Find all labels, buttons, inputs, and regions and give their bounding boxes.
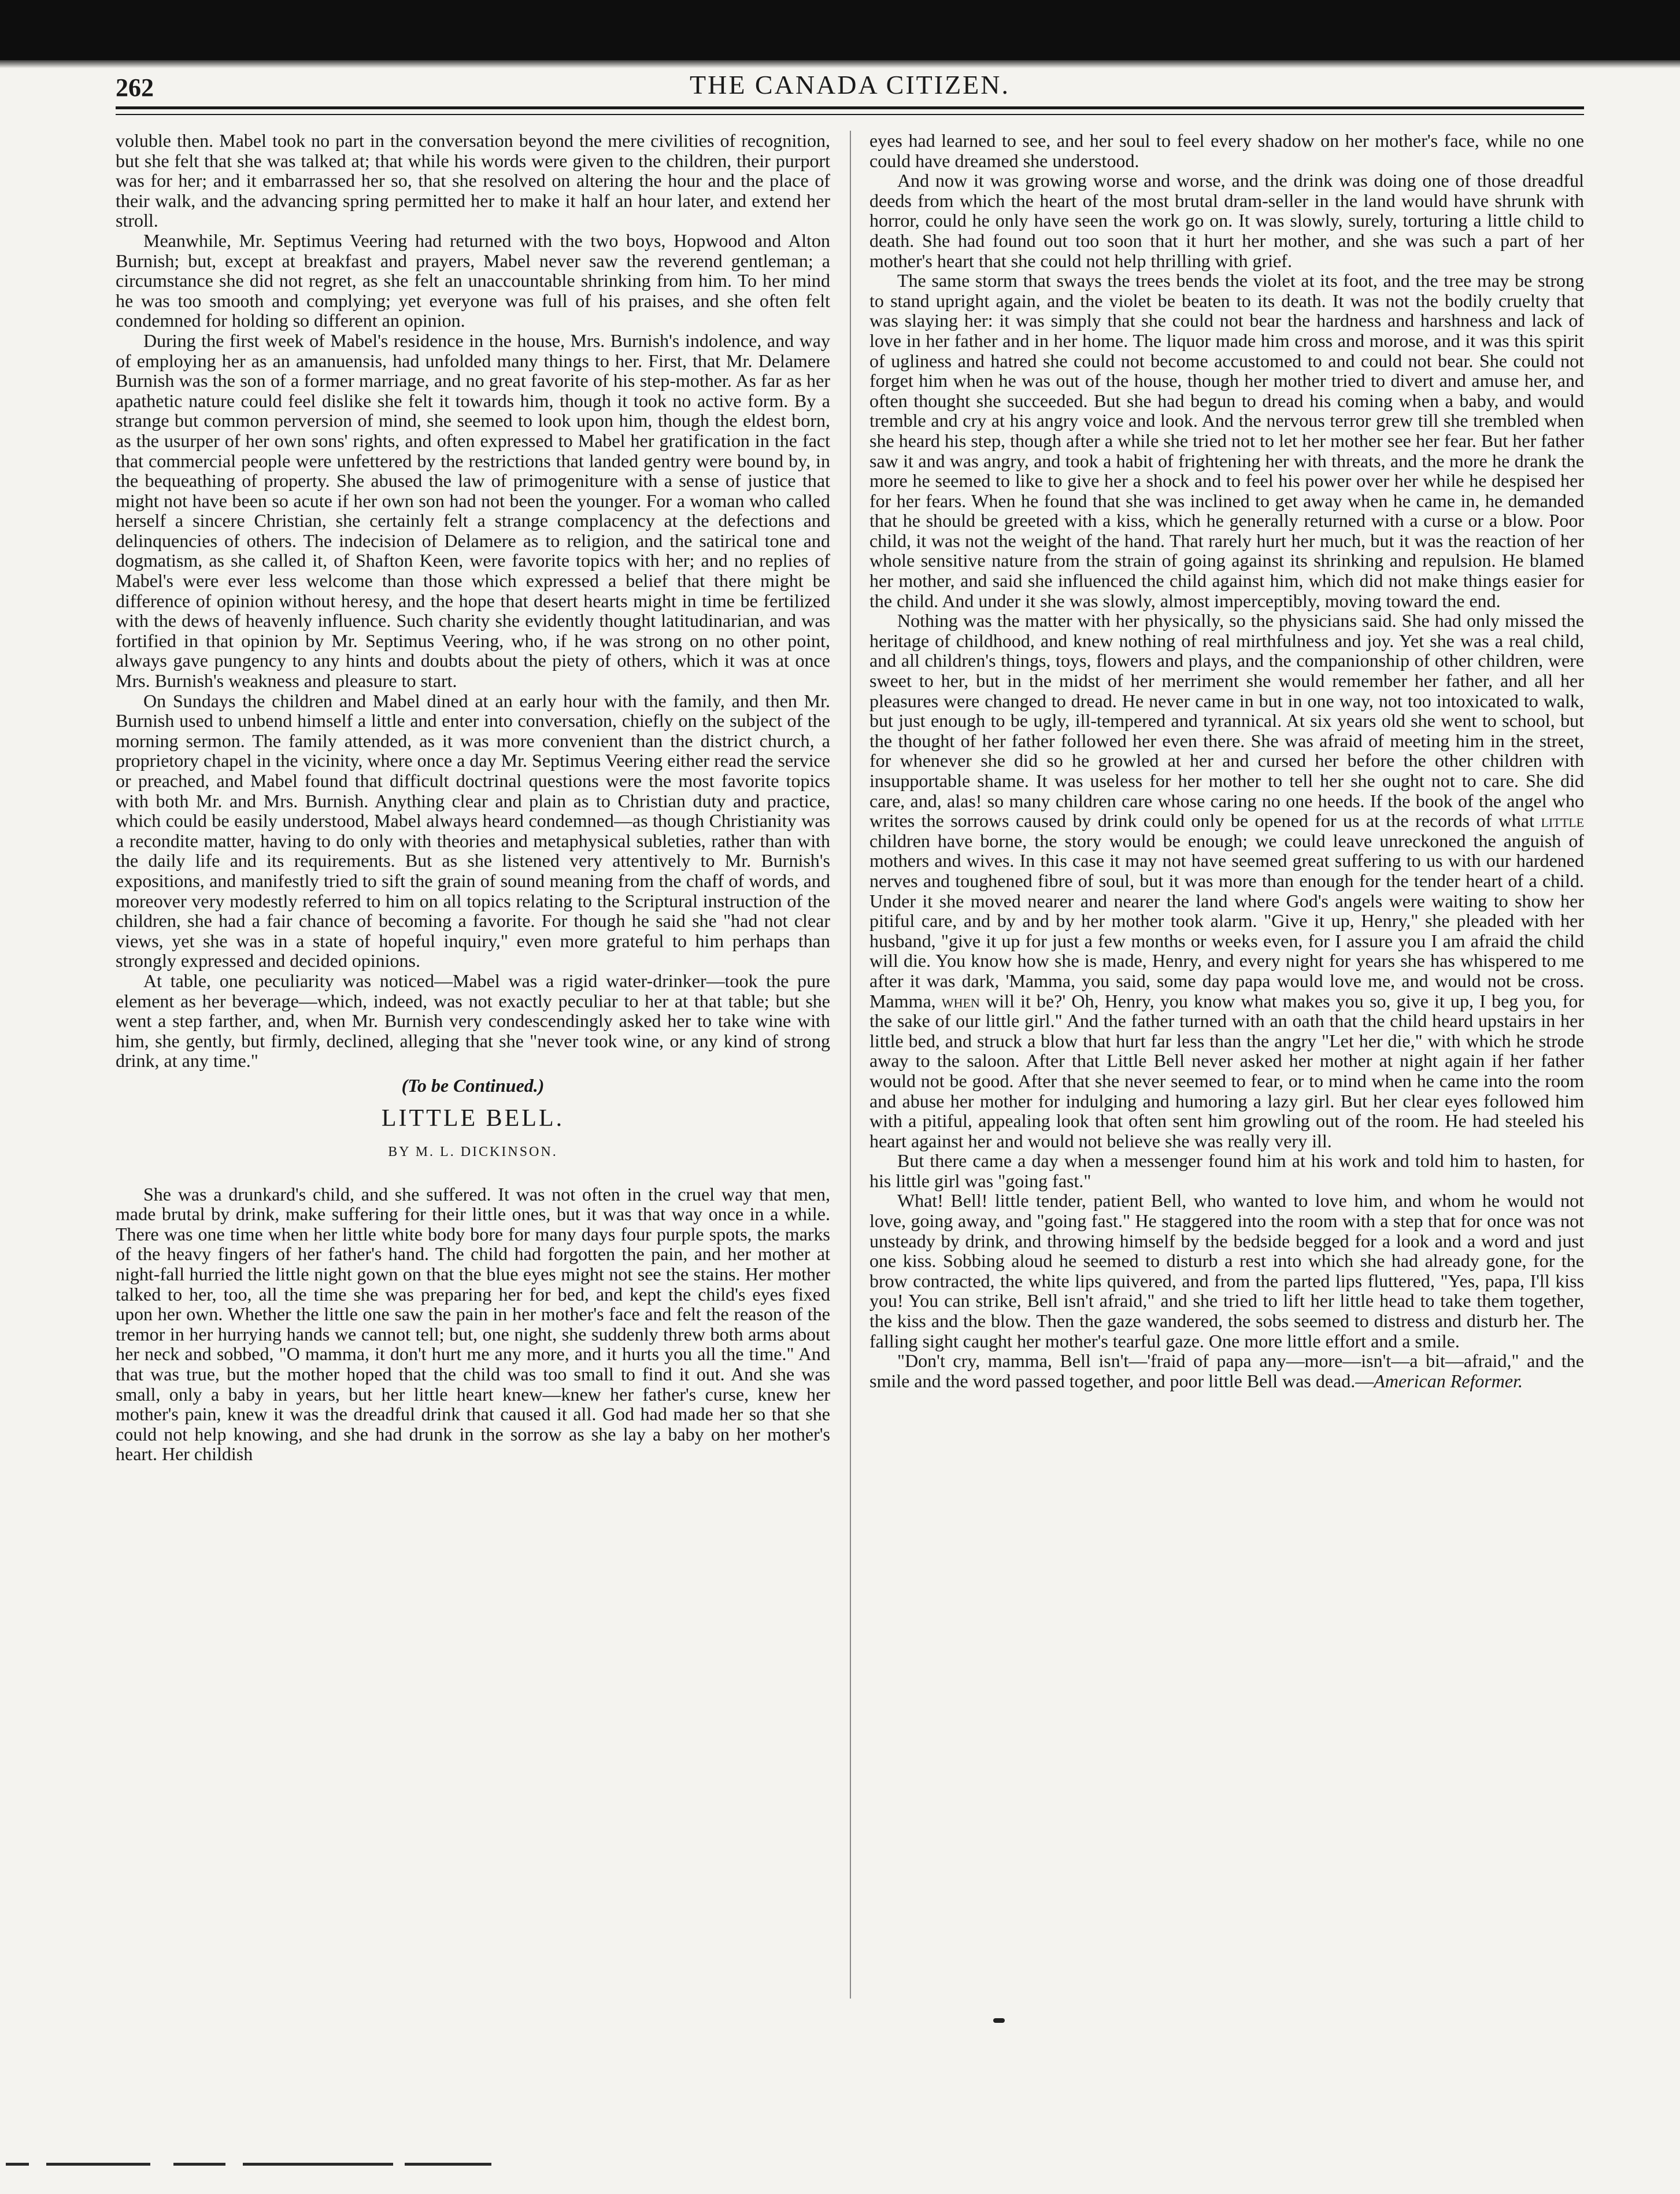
- story-byline: BY M. L. DICKINSON.: [388, 1144, 558, 1160]
- small-caps-word: little: [1541, 810, 1584, 832]
- story-paragraph: But there came a day when a messenger found him at his work and told him to hasten, for his little girl was "going fast.": [869, 1150, 1584, 1191]
- story-paragraph: What! Bell! little tender, patient Bell, who wanted to love him, and whom he would not love, going away, and "going fast." He staggered into the room with a step that for once was not unsteady by drink, and throwing himself by the bedside begged for a look and a word and just one kiss. Sobbing aloud he seemed to disturb a rest into which she had already gone, for the brow contracted, the white lips quivered, and from the parted lips fluttered, "Yes, papa, I'll kiss you! You can strike, Bell isn't afraid," and she tried to lift her little head to take them together, the kiss and the blow. Then the gaze wandered, the sobs seemed to distress and disturb her. The falling sight caught her mother's tearful gaze. One more little effort and a smile.: [869, 1190, 1584, 1351]
- serial-paragraph: voluble then. Mabel took no part in the conversation beyond the mere civilities of recognition, but she felt that she was talked at; that while his words were given to the children, their purport was for her; and it embarrassed her so, that she resolved on altering the hour and the place of their walk, and the advancing spring permitted her to make it half an hour later, and extend her stroll.: [116, 131, 830, 231]
- column-divider: [850, 131, 851, 1999]
- scan-top-band-edge: [0, 60, 1680, 68]
- scan-top-band: [0, 0, 1680, 60]
- header-rule-thick: [116, 106, 1584, 109]
- left-column: [116, 131, 830, 1999]
- running-title: THE CANADA CITIZEN.: [690, 70, 1010, 99]
- story-paragraph: eyes had learned to see, and her soul to feel every shadow on her mother's face, while no one could have dreamed she understood.: [869, 131, 1584, 171]
- story-paragraph: The same storm that sways the trees bends the violet at its foot, and the tree may be strong to stand upright again, and the violet be beaten to its death. It was not the bodily cruelty that was slaying her: it was simply that she could not bear the hardness and harshness and lack of love in her father and in her home. The liquor made him cross and morose, and it was this spirit of ugliness and hatred she could not become accustomed to and could not bear. She could not forget him when he was out of the house, though her mother tried to divert and amuse her, and often thought she succeeded. But she had begun to dread his coming when a baby, and would tremble and cry at his angry voice and look. And the nervous terror grew till she trembled when she heard his step, though after a while she tried not to let her mother see her fear. But her father saw it and was angry, and took a habit of frightening her with threats, and the more he drank the more he seemed to like to give her a shock and to feel his power over her while he despised her for her fears. When he found that she was inclined to get away when he came in, he demanded that he should be greeted with a kiss, which he generally returned with a curse or a blow. Poor child, it was not the weight of the hand. That rarely hurt her much, but it was the reaction of her whole sensitive nature from the strain of going against its shrinking and repulsion. He blamed her mother, and said she influenced the child against him, which did not make things easier for the child. And under it she was slowly, almost imperceptibly, moving toward the end.: [869, 270, 1584, 611]
- story-text: children have borne, the story would be enough; we could leave unreckoned the anguish of mothers and wives. In this case it may not have seemed great suffering to us with our hardened nerves and toughened fibre of soul, but it was more than enough for the tender heart of a child. Under it she moved nearer and nearer the land where God's angels were waiting to show her pitiful care, and by and by her mother took alarm. "Give it up, Henry," she pleaded with her husband, "give it up for just a few months or weeks even, for I assure you I am afraid the child will die. You know how she is made, Henry, and every night for years she has whispered to me after it was dark, 'Mamma, you said, some day papa would love me, and would not be cross. Mamma,: [869, 830, 1584, 1011]
- noise-mark: [173, 2163, 225, 2166]
- noise-mark: [243, 2163, 393, 2166]
- scan-bottom-noise: [0, 2163, 509, 2171]
- story-paragraph: She was a drunkard's child, and she suffered. It was not often in the cruel way that men, made brutal by drink, make suffering for their little ones, but it was that way once in a while. There was one time when her little white body bore for many days four purple spots, the marks of the heavy fingers of her father's hand. The child had forgotten the pain, and her mother at night-fall hurried the little night gown on that the blue eyes might not see the stains. Her mother talked to her, too, all the time she was preparing her for bed, and kept the child's eyes fixed upon her own. Whether the little one saw the pain in her mother's face and felt the reason of the tremor in her hurrying hands we cannot tell; but, one night, she suddenly threw both arms about her neck and sobbed, "O mamma, it don't hurt me any more, and it hurts you all the time." And that was true, but the mother hoped that the child was too small to find it out. And she was small, only a baby in years, but her little heart knew—knew her father's curse, knew her mother's pain, knew it was the dreadful drink that caused it all. God had made her so that she could not help knowing, and she had drunk in the sorrow as she lay a baby on her mother's heart. Her childish: [116, 1183, 830, 1465]
- story-text: will it be?' Oh, Henry, you know what makes you so, give it up, I beg you, for the sake of our little girl." And the father turned with an oath that the child heard upstairs in her little bed, and struck a blow that hurt far less than the angry "Let her die," with which he strode away to the saloon. After that Little Bell never asked her mother at night again if her father would not be good. After that she never seemed to fear, or to mind when he came into the room and abuse her mother for indulging and humoring a lazy girl. But her clear eyes followed him with a pitiful, appealing look that often sent him growling out of the room. He had steeled his heart against her and would not believe she was really very ill.: [869, 990, 1584, 1151]
- serial-paragraph: Meanwhile, Mr. Septimus Veering had returned with the two boys, Hopwood and Alton Burnish; but, except at breakfast and prayers, Mabel never saw the reverend gentleman; a circumstance she did not regret, as she felt an unaccountable shrinking from him. To her mind he was too smooth and complying; yet everyone was full of his praises, and she often felt condemned for holding so different an opinion.: [116, 230, 830, 331]
- story-paragraph: And now it was growing worse and worse, and the drink was doing one of those dreadful deeds from which the heart of the most brutal dram-seller in the land would have shrunk with horror, could he only have seen the work go on. It was slowly, surely, torturing a little child to death. She had found out too soon that it hurt her mother, and she was such a part of her mother's heart that she could not help thrilling with grief.: [869, 170, 1584, 271]
- continued-note: (To be Continued.): [401, 1074, 545, 1096]
- noise-mark: [405, 2163, 491, 2166]
- story-text: Nothing was the matter with her physically, so the physicians said. She had only missed the heritage of childhood, and knew nothing of real mirthfulness and joy. Yet she was a real child, and all children's things, toys, flowers and plays, and the companionship of other children, were sweet to her, but in the midst of her merriment she would remember her father, and all her pleasures were changed to dread. He never came in but in one way, not too intoxicated to walk, but just enough to be ugly, ill-tempered and tyrannical. At six years old she went to school, but the thought of her father followed her even there. She was afraid of meeting him in the street, for whenever she did so he growled at her and cursed her before the other children with insupportable shame. It was useless for her mother to tell her she ought not to care. She did care, and, alas! so many children care whose caring no one heeds. If the book of the angel who writes the sorrows caused by drink could only be opened for us at the records of what: [869, 610, 1584, 832]
- page-number: 262: [116, 73, 154, 102]
- story-paragraph: [869, 611, 1584, 1151]
- noise-mark: [6, 2163, 29, 2166]
- serial-paragraph: At table, one peculiarity was noticed—Mabel was a rigid water-drinker—took the pure element as her beverage—which, indeed, was not exactly peculiar to her at that table; but she went a step farther, and, when Mr. Burnish very condescendingly asked her to take wine with him, she gently, but firmly, declined, alleging that she "never took wine, or any kind of strong drink, at any time.": [116, 970, 830, 1072]
- noise-mark: [46, 2163, 150, 2166]
- serial-paragraph: During the first week of Mabel's residence in the house, Mrs. Burnish's indolence, and way of employing her as an amanuensis, had unfolded many things to her. First, that Mr. Delamere Burnish was the son of a former marriage, and no great favorite of his step-mother. As far as her apathetic nature could feel dislike she felt it towards him, though it took no active form. By a strange but common perversion of mind, she seemed to look upon him, though the eldest born, as the usurper of her own sons' rights, and often expressed to Mabel her gratification in the fact that commercial people were unfettered by the restrictions that landed gentry were bound by, in the bequeathing of property. She abused the law of primogeniture with a sense of justice that might not have been so acute if her own son had not been the younger. For a woman who called herself a sincere Christian, she certainly felt a strange complacency at the defections and delinquencies of others. The indecision of Delamere as to religion, and the satirical tone and dogmatism, as she called it, of Shafton Keen, were favorite topics with her; and no replies of Mabel's were ever less welcome than those which expressed a belief that there might be difference of opinion without heresy, and the hope that desert hearts might in time be fertilized with the dews of heavenly influence. Such charity she evidently thought latitudinarian, and was fortified in that opinion by Mr. Septimus Veering, who, if he was strong on no other point, always gave pungency to any hints and doubts about the piety of others, which it was at once Mrs. Burnish's weakness and pleasure to start.: [116, 330, 830, 692]
- header-rule-thin: [116, 114, 1584, 115]
- story-text: "Don't cry, mamma, Bell isn't—'fraid of papa any—more—isn't—a bit—afraid," and the smile and the word passed together, and poor little Bell was dead.—: [869, 1350, 1584, 1391]
- serial-paragraph: On Sundays the children and Mabel dined at an early hour with the family, and then Mr. Burnish used to unbend himself a little and enter into conversation, chiefly on the subject of the morning sermon. The family attended, as it was more convenient than the district church, a proprietory chapel in the vicinity, where once a day Mr. Septimus Veering either read the service or preached, and Mabel found that difficult doctrinal questions were the most favorite topics with both Mr. and Mrs. Burnish. Anything clear and plain as to Christian duty and practice, which could be easily understood, Mabel always heard condemned—as though Christianity was a recondite matter, having to do only with theories and metaphysical subleties, rather than with the daily life and its requirements. But as she listened very attentively to Mr. Burnish's expositions, and manifestly tried to sift the grain of sound meaning from the chaff of words, and moreover very modestly referred to him on all topics relating to the Scriptural instruction of the children, she had a fair chance of becoming a favorite. For though he said she "had not clear views, yet she was in a state of hopeful inquiry," even more grateful to him perhaps than strongly expressed and decided opinions.: [116, 690, 830, 972]
- story-paragraph: [869, 1351, 1584, 1391]
- page-ornament: [993, 2018, 1005, 2023]
- small-caps-word: when: [941, 990, 980, 1011]
- right-column: [869, 131, 1584, 1999]
- source-credit: American Reformer.: [1374, 1370, 1523, 1391]
- story-title: LITTLE BELL.: [381, 1105, 565, 1132]
